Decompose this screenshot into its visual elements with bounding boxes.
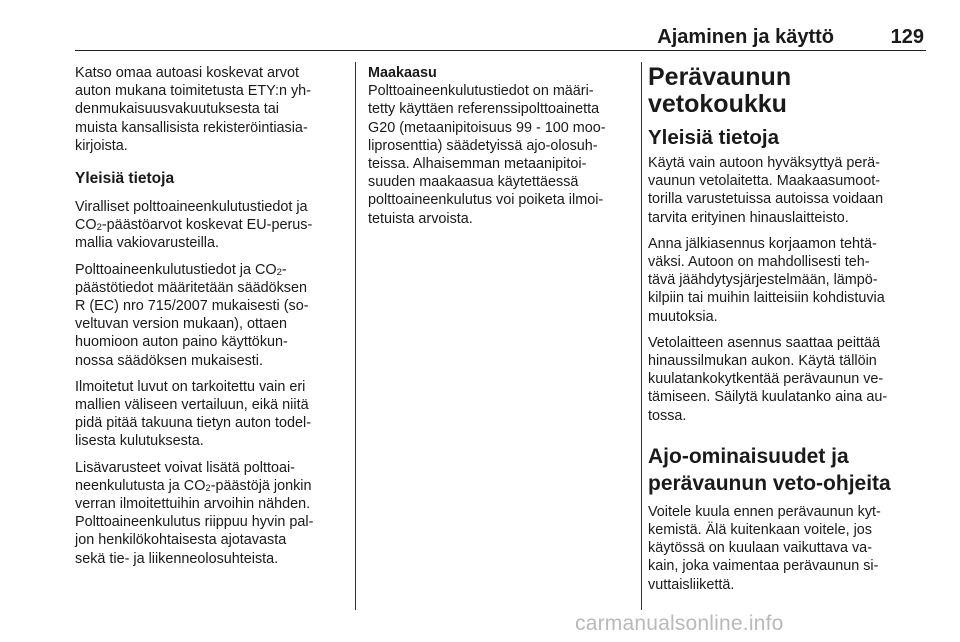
paragraph-official-data: Viralliset polttoaineenkulutustiedot ja $CO_2$-päästöarvot koskevat EU-perus- mallia vakiovarusteilla. (75, 199, 313, 252)
driving-section-title: Ajo-ominaisuudet ja perävaunun veto-ohjeita (648, 444, 891, 495)
column-divider-1 (355, 62, 356, 610)
paragraph-towing-eye: Vetolaitteen asennus saattaa peittää hinaussilmukan aukon. Käytä tällöin kuulatankokytkentää perävaunun ve- tämiseen. Säilytä kuulatanko aina au- tossa. (648, 334, 888, 424)
paragraph-comparison: Ilmoitetut luvut on tarkoitettu vain eri mallien väliseen vertailuun, eikä niitä pidä pitää takuuna tietyn auton todel- lisesta kulutuksesta. (75, 378, 312, 450)
page-header (75, 0, 926, 51)
paragraph-accessories: Lisävarusteet voivat lisätä polttoai- neenkulutusta ja $CO_2$-päästöjä jonkin verran ilmoitettuihin arvoihin nähden. Polttoaineenkulutus riippuu hyvin pal- jon henkilökohtaisesta ajotavasta sekä tie- ja liikenneolosuhteista. (75, 459, 314, 567)
section-title: Ajaminen ja käyttö (657, 26, 834, 48)
intro-paragraph: Katso omaa autoasi koskevat arvot auton mukana toimitetusta ETY:n yh- denmukaisuusvakuutuksesta tai muista kansallisista rekisteröintiasia- kirjoista. (75, 65, 311, 154)
natural-gas-heading: Maakaasu (368, 65, 437, 81)
page-number: 129 (890, 26, 924, 48)
paragraph-regulation: Polttoaineenkulutustiedot ja $CO_2-$ päästötiedot määritetään säädöksen R (EC) nro 715/2007 mukaisesti (so- veltuvan version mukaan), ottaen huomioon auton paino käyttökun- nossa säädöksen mukaisesti. (75, 261, 309, 369)
column-middle (368, 64, 632, 236)
paragraph-natural-gas: Polttoaineenkulutustiedot on määri- tetty käyttäen referenssipolttoainetta G20 (metaanipitoisuus 99 - 100 moo- liprosenttia) säädetyissä ajo-olosuh- teissa. Alhaisemman metaanipitoi- suuden maakaasua käytettäessä polttoaineenkulutus voi poiketa ilmoi- tetuista arvoista. (368, 83, 606, 227)
section-heading: Yleisiä tietoja (75, 170, 175, 188)
column-left (75, 64, 347, 576)
column-right (648, 64, 928, 602)
paragraph-lubrication: Voitele kuula ennen perävaunun kyt- kemistä. Älä kuitenkaan voitele, jos käytössä on kuulaan vaikuttava va- kain, joka vaimentaa perävaunun si- vuttaisliikettä. (648, 503, 881, 593)
column-divider-2 (641, 62, 642, 610)
watermark: carmanualsonline.info (575, 612, 784, 635)
paragraph-installation: Anna jälkiasennus korjaamon tehtä- väksi. Autoon on mahdollisesti teh- tävä jäähdytysjärjestelmään, lämpö- kilpiin tai muihin laitteisiin kohdistuvia muutoksia. (648, 235, 885, 325)
chapter-title: Perävaunun vetokoukku (648, 63, 792, 118)
paragraph-approved-hitch: Käytä vain autoon hyväksyttyä perä- vaunun vetolaitetta. Maakaasumoot- torilla varustetuissa autoissa voidaan tarvita erityinen hinauslaitteisto. (648, 155, 884, 226)
subsection-heading: Yleisiä tietoja (648, 126, 780, 149)
